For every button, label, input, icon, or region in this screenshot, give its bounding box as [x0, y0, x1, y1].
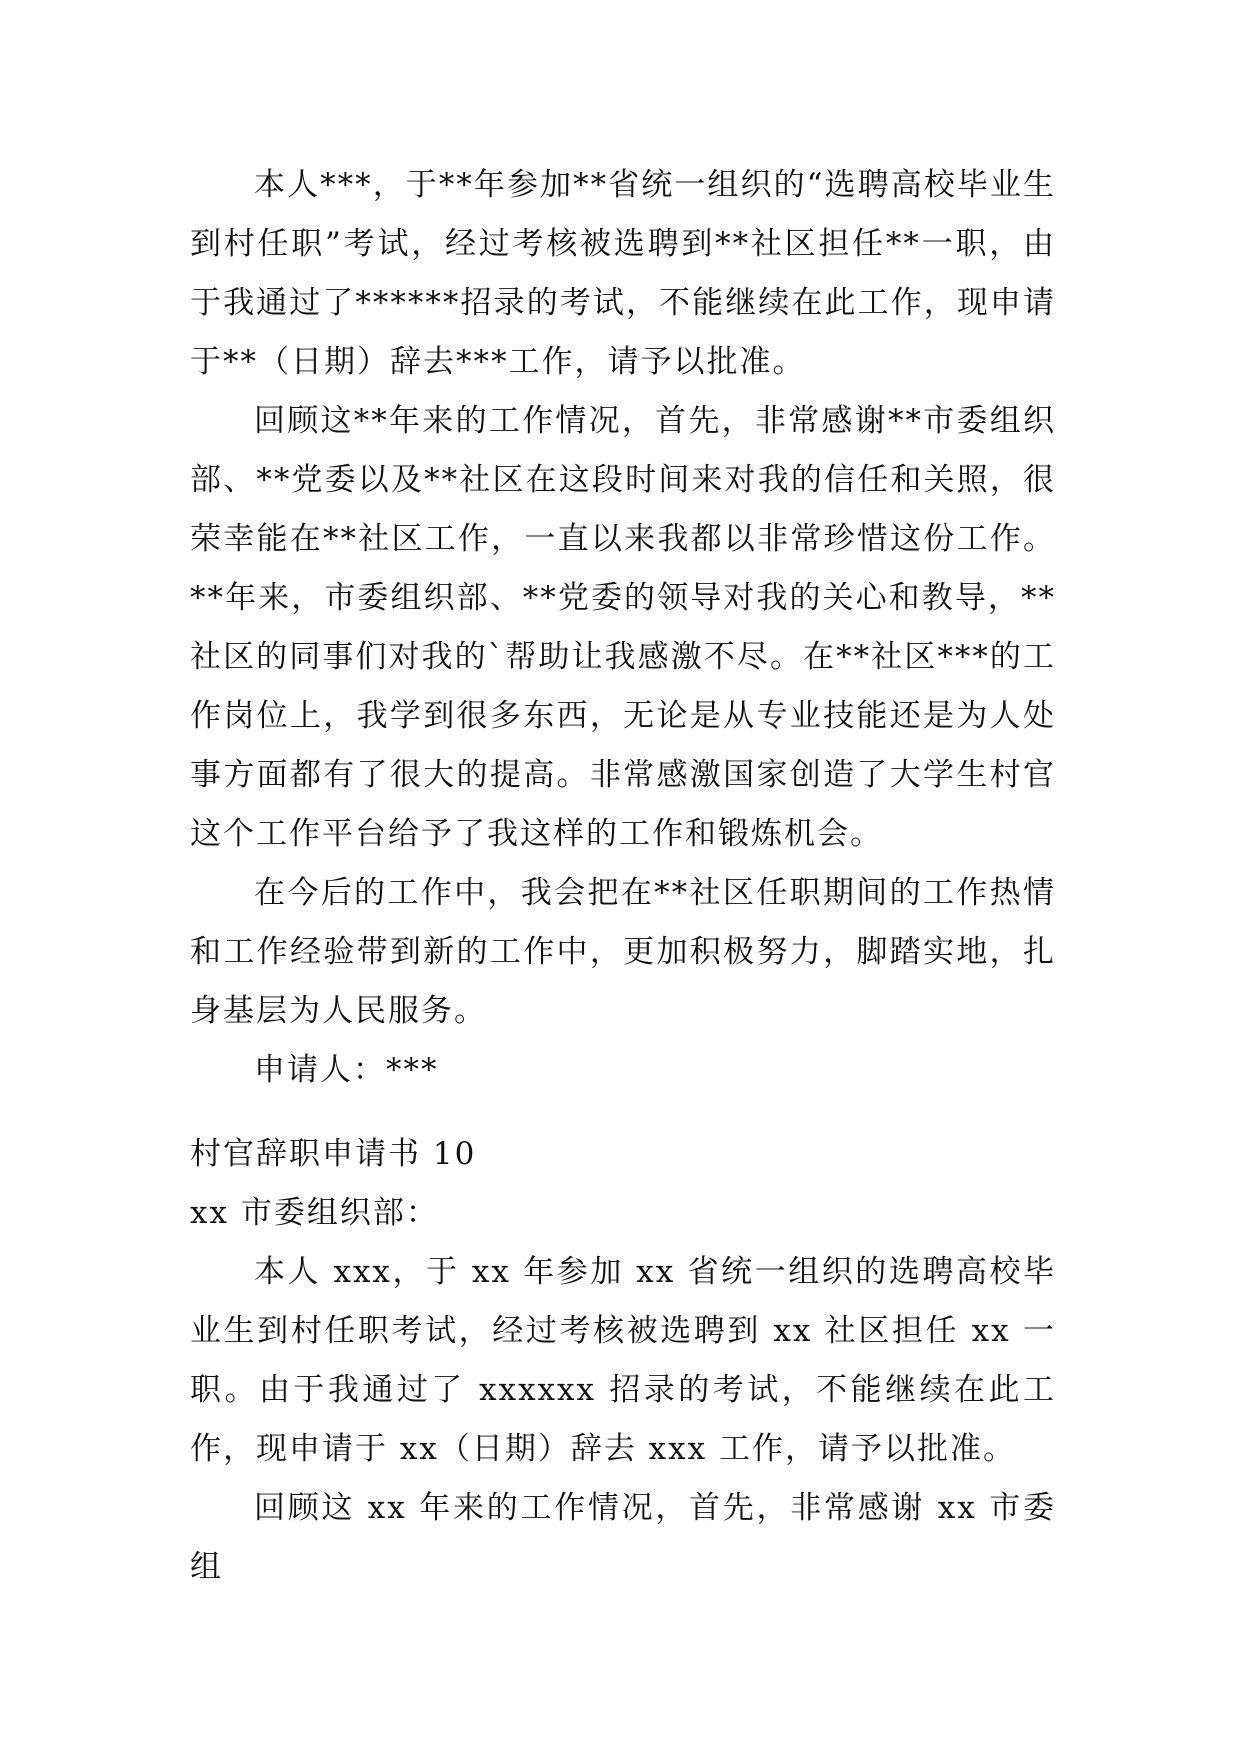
salutation: xx 市委组织部：: [190, 1195, 439, 1231]
signature-line: 申请人：***: [254, 1052, 439, 1088]
paragraph-application: 本人***，于**年参加**省统一组织的“选聘高校毕业生到村任职”考试，经过考核被选聘到**社区担任**一职，由于我通过了******招录的考试，不能继续在此工作，现申请于**（日期）辞去***工作，请予以批准。: [190, 167, 1056, 380]
paragraph-review: 回顾这**年来的工作情况，首先，非常感谢**市委组织部、**党委以及**社区在这段时间来对我的信任和关照，很荣幸能在**社区工作，一直以来我都以非常珍惜这份工作。**年来，市委组织部、**党委的领导对我的关心和教导，**社区的同事们对我的`帮助让我感激不尽。在**社区***的工作岗位上，我学到很多东西，无论是从专业技能还是为人处事方面都有了很大的提高。非常感激国家创造了大学生村官这个工作平台给予了我这样的工作和锻炼机会。: [190, 403, 1056, 852]
letter-body-1: [190, 156, 1056, 1100]
paragraph-application-2: 本人 xxx，于 xx 年参加 xx 省统一组织的选聘高校毕业生到村任职考试，经过考核被选聘到 xx 社区担任 xx 一职。由于我通过了 xxxxxx 招录的考试，不能继续在此工作，现申请于 xx（日期）辞去 xxx 工作，请予以批准。: [190, 1254, 1056, 1467]
paragraph-review-2: 回顾这 xx 年来的工作情况，首先，非常感谢 xx 市委组: [190, 1490, 1056, 1585]
letter-body-2: [190, 1125, 1056, 1597]
section-title: 村官辞职申请书 10: [190, 1136, 477, 1172]
paragraph-future: 在今后的工作中，我会把在**社区任职期间的工作热情和工作经验带到新的工作中，更加积极努力，脚踏实地，扎身基层为人民服务。: [190, 875, 1056, 1029]
